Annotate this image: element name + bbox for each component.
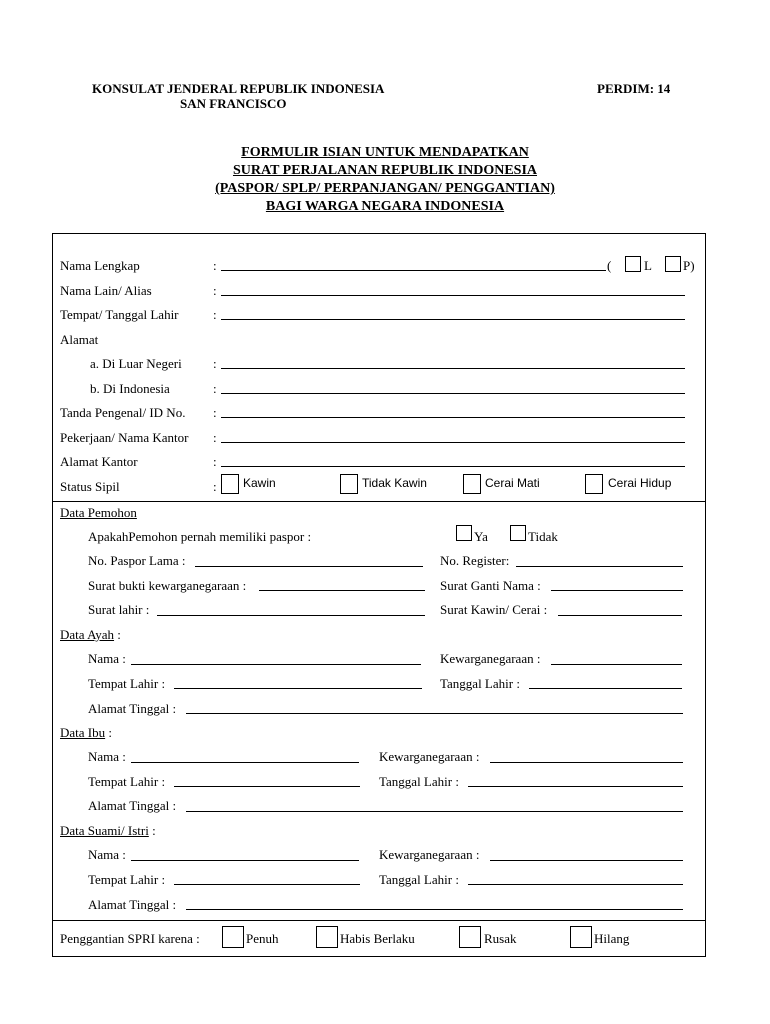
label-ayah-tanggal-lahir: Tanggal Lahir : (440, 676, 520, 691)
label-ayah-kewarganegaraan: Kewarganegaraan : (440, 651, 541, 666)
colon: : (213, 381, 217, 396)
label-status-sipil: Status Sipil (60, 479, 120, 494)
label-no-register: No. Register: (440, 553, 510, 568)
paspor-ya-label: Ya (474, 529, 488, 544)
label-pasangan-tempat-lahir: Tempat Lahir : (88, 872, 166, 887)
penggantian-hilang-checkbox[interactable] (570, 926, 592, 948)
input-ibu-tanggal-lahir[interactable] (468, 786, 683, 787)
input-nama-lain[interactable] (221, 295, 685, 296)
label-surat-lahir: Surat lahir : (88, 602, 150, 617)
status-kawin-label: Kawin (243, 476, 276, 490)
section-data-pemohon: Data Pemohon (60, 505, 137, 520)
colon: : (213, 307, 217, 322)
colon: : (213, 479, 217, 494)
perdim-code: PERDIM: 14 (597, 81, 671, 96)
input-pasangan-nama[interactable] (131, 860, 359, 861)
input-ayah-nama[interactable] (131, 664, 421, 665)
gender-l-checkbox[interactable] (625, 256, 641, 272)
status-tidak-kawin-label: Tidak Kawin (362, 476, 427, 490)
label-pasangan-kewarganegaraan: Kewarganegaraan : (379, 847, 480, 862)
input-ayah-kewarganegaraan[interactable] (551, 664, 682, 665)
penggantian-penuh-label: Penuh (246, 931, 279, 946)
gender-p-checkbox[interactable] (665, 256, 681, 272)
paspor-tidak-checkbox[interactable] (510, 525, 526, 541)
input-ibu-alamat-tinggal[interactable] (186, 811, 683, 812)
input-ayah-tempat-lahir[interactable] (174, 688, 422, 689)
label-ibu-tanggal-lahir: Tanggal Lahir : (379, 774, 459, 789)
form-title-line2: SURAT PERJALANAN REPUBLIK INDONESIA (232, 163, 538, 178)
label-surat-ganti-nama: Surat Ganti Nama : (440, 578, 541, 593)
label-luar-negeri: a. Di Luar Negeri (90, 356, 182, 371)
input-surat-bukti[interactable] (259, 590, 425, 591)
input-ayah-alamat-tinggal[interactable] (186, 713, 683, 714)
input-surat-lahir[interactable] (157, 615, 425, 616)
status-cerai-hidup-label: Cerai Hidup (608, 476, 672, 490)
status-cerai-hidup-checkbox[interactable] (585, 474, 603, 494)
input-ibu-tempat-lahir[interactable] (174, 786, 360, 787)
input-surat-kawin[interactable] (558, 615, 682, 616)
section-data-ayah: Data Ayah : (60, 627, 121, 642)
gender-p-label: P) (683, 258, 695, 273)
label-pasangan-nama: Nama : (88, 847, 126, 862)
paspor-tidak-label: Tidak (528, 529, 558, 544)
label-ibu-nama: Nama : (88, 749, 126, 764)
status-kawin-checkbox[interactable] (221, 474, 239, 494)
input-no-register[interactable] (516, 566, 683, 567)
status-cerai-mati-label: Cerai Mati (485, 476, 540, 490)
input-pasangan-alamat-tinggal[interactable] (186, 909, 683, 910)
penggantian-rusak-label: Rusak (484, 931, 517, 946)
label-ayah-alamat-tinggal: Alamat Tinggal : (88, 701, 177, 716)
label-ayah-nama: Nama : (88, 651, 126, 666)
label-pasangan-tanggal-lahir: Tanggal Lahir : (379, 872, 459, 887)
label-pekerjaan: Pekerjaan/ Nama Kantor (60, 430, 189, 445)
status-cerai-mati-checkbox[interactable] (463, 474, 481, 494)
label-ayah-tempat-lahir: Tempat Lahir : (88, 676, 166, 691)
colon: : (213, 454, 217, 469)
input-alamat-indonesia[interactable] (221, 393, 685, 394)
input-tempat-tgl-lahir[interactable] (221, 319, 685, 320)
gender-open-paren: ( (607, 258, 612, 273)
form-title-line3: (PASPOR/ SPLP/ PERPANJANGAN/ PENGGANTIAN) (215, 181, 555, 196)
question-pernah-paspor: ApakahPemohon pernah memiliki paspor : (88, 529, 312, 544)
penggantian-habis-berlaku-checkbox[interactable] (316, 926, 338, 948)
penggantian-penuh-checkbox[interactable] (222, 926, 244, 948)
label-alamat: Alamat (60, 332, 99, 347)
input-tanda-pengenal[interactable] (221, 417, 685, 418)
input-nama-lengkap[interactable] (221, 270, 606, 271)
input-pasangan-tempat-lahir[interactable] (174, 884, 360, 885)
form-title-line4: BAGI WARGA NEGARA INDONESIA (265, 199, 505, 214)
colon: : (213, 430, 217, 445)
label-ibu-alamat-tinggal: Alamat Tinggal : (88, 798, 177, 813)
paspor-ya-checkbox[interactable] (456, 525, 472, 541)
input-pasangan-tanggal-lahir[interactable] (468, 884, 683, 885)
label-surat-bukti: Surat bukti kewarganegaraan : (88, 578, 247, 593)
input-ibu-nama[interactable] (131, 762, 359, 763)
colon: : (213, 405, 217, 420)
input-pekerjaan[interactable] (221, 442, 685, 443)
colon: : (213, 356, 217, 371)
gender-l-label: L (644, 258, 652, 273)
penggantian-rusak-checkbox[interactable] (459, 926, 481, 948)
label-di-indonesia: b. Di Indonesia (90, 381, 170, 396)
section-data-ibu: Data Ibu : (60, 725, 112, 740)
input-ibu-kewarganegaraan[interactable] (490, 762, 683, 763)
input-alamat-kantor[interactable] (221, 466, 685, 467)
input-ayah-tanggal-lahir[interactable] (529, 688, 682, 689)
divider-penggantian (52, 920, 706, 921)
divider-pemohon (52, 501, 706, 502)
penggantian-hilang-label: Hilang (594, 931, 630, 946)
colon: : (213, 258, 217, 273)
input-surat-ganti-nama[interactable] (551, 590, 683, 591)
label-ibu-tempat-lahir: Tempat Lahir : (88, 774, 166, 789)
colon: : (213, 283, 217, 298)
label-nama-lain: Nama Lain/ Alias (60, 283, 152, 298)
label-penggantian: Penggantian SPRI karena : (60, 931, 200, 946)
penggantian-habis-berlaku-label: Habis Berlaku (340, 931, 415, 946)
status-tidak-kawin-checkbox[interactable] (340, 474, 358, 494)
section-data-suami-istri: Data Suami/ Istri : (60, 823, 156, 838)
label-tanda-pengenal: Tanda Pengenal/ ID No. (60, 405, 186, 420)
input-pasangan-kewarganegaraan[interactable] (490, 860, 683, 861)
label-ibu-kewarganegaraan: Kewarganegaraan : (379, 749, 480, 764)
input-no-paspor-lama[interactable] (195, 566, 423, 567)
label-tempat-tgl-lahir: Tempat/ Tanggal Lahir (60, 307, 179, 322)
consulate-city: SAN FRANCISCO (180, 96, 287, 111)
input-alamat-luar-negeri[interactable] (221, 368, 685, 369)
label-no-paspor-lama: No. Paspor Lama : (88, 553, 186, 568)
consulate-name: KONSULAT JENDERAL REPUBLIK INDONESIA (92, 81, 385, 96)
label-pasangan-alamat-tinggal: Alamat Tinggal : (88, 897, 177, 912)
label-surat-kawin: Surat Kawin/ Cerai : (440, 602, 548, 617)
form-title-line1: FORMULIR ISIAN UNTUK MENDAPATKAN (241, 145, 529, 160)
label-alamat-kantor: Alamat Kantor (60, 454, 138, 469)
label-nama-lengkap: Nama Lengkap (60, 258, 140, 273)
